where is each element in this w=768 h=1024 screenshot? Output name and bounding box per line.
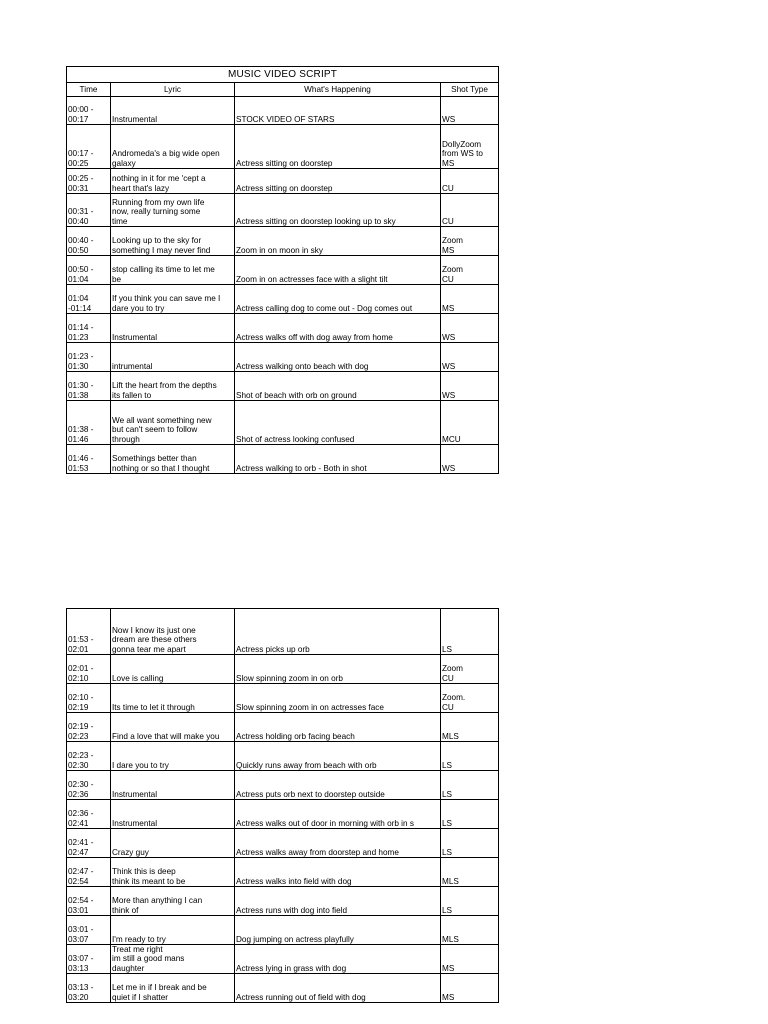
shot-cell: LS — [441, 829, 499, 858]
happening-cell: Actress walks out of door in morning with orb in s — [235, 800, 441, 829]
happening-cell: Actress lying in grass with dog — [235, 945, 441, 974]
lyric-cell: Andromeda's a big wide open galaxy — [111, 125, 235, 169]
table-row — [67, 256, 499, 285]
lyric-cell: Somethings better than nothing or so that I thought — [111, 445, 235, 474]
table-row — [67, 372, 499, 401]
lyric-cell: intrumental — [111, 343, 235, 372]
lyric-cell: stop calling its time to let me be — [111, 256, 235, 285]
shot-cell: Zoom CU — [441, 256, 499, 285]
lyric-cell: More than anything I can think of — [111, 887, 235, 916]
happening-cell: Actress sitting on doorstep — [235, 169, 441, 194]
table-row — [67, 125, 499, 169]
table-row — [67, 445, 499, 474]
table-row — [67, 858, 499, 887]
shot-cell: LS — [441, 609, 499, 655]
happening-cell: Slow spinning zoom in on actresses face — [235, 684, 441, 713]
shot-cell: Zoom MS — [441, 227, 499, 256]
time-cell: 02:19 - 02:23 — [67, 713, 111, 742]
table-row — [67, 314, 499, 343]
time-cell: 03:01 - 03:07 — [67, 916, 111, 945]
lyric-cell: Let me in if I break and be quiet if I shatter — [111, 974, 235, 1003]
happening-cell: Actress picks up orb — [235, 609, 441, 655]
happening-cell: Actress holding orb facing beach — [235, 713, 441, 742]
happening-cell: Actress sitting on doorstep looking up to sky — [235, 194, 441, 227]
lyric-cell: Lift the heart from the depths its fallen to — [111, 372, 235, 401]
happening-cell: Actress walks into field with dog — [235, 858, 441, 887]
lyric-cell: Now I know its just one dream are these others gonna tear me apart — [111, 609, 235, 655]
happening-cell: Slow spinning zoom in on orb — [235, 655, 441, 684]
table-row — [67, 800, 499, 829]
table-row — [67, 401, 499, 445]
happening-cell: Actress calling dog to come out - Dog comes out — [235, 285, 441, 314]
shot-cell: LS — [441, 742, 499, 771]
happening-cell: Actress walking to orb - Both in shot — [235, 445, 441, 474]
lyric-cell: Treat me right im still a good mans daughter — [111, 945, 235, 974]
shot-cell: LS — [441, 887, 499, 916]
shot-cell: MS — [441, 945, 499, 974]
table-row — [67, 194, 499, 227]
shot-cell: MLS — [441, 713, 499, 742]
happening-cell: Actress walking onto beach with dog — [235, 343, 441, 372]
shot-cell: WS — [441, 343, 499, 372]
happening-cell: Zoom in on actresses face with a slight tilt — [235, 256, 441, 285]
lyric-cell: Instrumental — [111, 771, 235, 800]
time-cell: 01:14 - 01:23 — [67, 314, 111, 343]
time-cell: 00:17 - 00:25 — [67, 125, 111, 169]
shot-cell: LS — [441, 771, 499, 800]
table-row — [67, 285, 499, 314]
shot-cell: CU — [441, 194, 499, 227]
lyric-cell: Crazy guy — [111, 829, 235, 858]
time-cell: 01:46 - 01:53 — [67, 445, 111, 474]
shot-cell: MLS — [441, 858, 499, 887]
happening-cell: STOCK VIDEO OF STARS — [235, 97, 441, 125]
lyric-cell: nothing in it for me 'cept a heart that's lazy — [111, 169, 235, 194]
lyric-cell: Its time to let it through — [111, 684, 235, 713]
happening-cell: Dog jumping on actress playfully — [235, 916, 441, 945]
script-table-1 — [66, 66, 499, 474]
table-row — [67, 169, 499, 194]
happening-cell: Shot of beach with orb on ground — [235, 372, 441, 401]
time-cell: 00:31 - 00:40 — [67, 194, 111, 227]
time-cell: 01:04 -01:14 — [67, 285, 111, 314]
time-cell: 00:50 - 01:04 — [67, 256, 111, 285]
table-row — [67, 887, 499, 916]
lyric-header: Lyric — [111, 83, 235, 97]
table-row — [67, 829, 499, 858]
time-cell: 02:36 - 02:41 — [67, 800, 111, 829]
lyric-cell: Running from my own life now, really turning some time — [111, 194, 235, 227]
script-table-2 — [66, 608, 499, 1003]
time-cell: 03:13 - 03:20 — [67, 974, 111, 1003]
happening-cell: Actress running out of field with dog — [235, 974, 441, 1003]
shot-cell: MCU — [441, 401, 499, 445]
happening-cell: Actress walks off with dog away from home — [235, 314, 441, 343]
happening-cell: Actress sitting on doorstep — [235, 125, 441, 169]
lyric-cell: Find a love that will make you — [111, 713, 235, 742]
lyric-cell: If you think you can save me I dare you to try — [111, 285, 235, 314]
time-cell: 02:30 - 02:36 — [67, 771, 111, 800]
shot-cell: CU — [441, 169, 499, 194]
happening-cell: Actress puts orb next to doorstep outside — [235, 771, 441, 800]
happening-cell: Actress runs with dog into field — [235, 887, 441, 916]
table-row — [67, 227, 499, 256]
table-row — [67, 609, 499, 655]
shot-cell: MLS — [441, 916, 499, 945]
time-cell: 02:10 - 02:19 — [67, 684, 111, 713]
shot-cell: MS — [441, 974, 499, 1003]
lyric-cell: Think this is deep think its meant to be — [111, 858, 235, 887]
time-cell: 00:25 - 00:31 — [67, 169, 111, 194]
shot-cell: LS — [441, 800, 499, 829]
header-row — [67, 83, 499, 97]
lyric-cell: Love is calling — [111, 655, 235, 684]
table-row — [67, 916, 499, 945]
shot-cell: MS — [441, 285, 499, 314]
time-cell: 03:07 - 03:13 — [67, 945, 111, 974]
shot-cell: WS — [441, 314, 499, 343]
shot-cell: WS — [441, 445, 499, 474]
time-cell: 02:41 - 02:47 — [67, 829, 111, 858]
time-cell: 00:40 - 00:50 — [67, 227, 111, 256]
time-cell: 02:01 - 02:10 — [67, 655, 111, 684]
shot-cell: Zoom CU — [441, 655, 499, 684]
table-row — [67, 974, 499, 1003]
table-2-body — [67, 609, 499, 1003]
lyric-cell: Instrumental — [111, 314, 235, 343]
time-header: Time — [67, 83, 111, 97]
happening-cell: Shot of actress looking confused — [235, 401, 441, 445]
time-cell: 02:54 - 03:01 — [67, 887, 111, 916]
time-cell: 00:00 - 00:17 — [67, 97, 111, 125]
table-1-body — [67, 97, 499, 474]
time-cell: 01:23 - 01:30 — [67, 343, 111, 372]
shot-cell: WS — [441, 97, 499, 125]
time-cell: 01:38 - 01:46 — [67, 401, 111, 445]
table-row — [67, 684, 499, 713]
table-row — [67, 771, 499, 800]
lyric-cell: Instrumental — [111, 97, 235, 125]
lyric-cell: We all want something new but can't seem to follow through — [111, 401, 235, 445]
lyric-cell: I'm ready to try — [111, 916, 235, 945]
table-row — [67, 655, 499, 684]
time-cell: 02:47 - 02:54 — [67, 858, 111, 887]
time-cell: 01:53 - 02:01 — [67, 609, 111, 655]
script-title: MUSIC VIDEO SCRIPT — [67, 67, 499, 83]
title-row — [67, 67, 499, 83]
happening-cell: Actress walks away from doorstep and home — [235, 829, 441, 858]
shot-cell: WS — [441, 372, 499, 401]
happening-cell: Zoom in on moon in sky — [235, 227, 441, 256]
table-row — [67, 742, 499, 771]
happening-cell: Quickly runs away from beach with orb — [235, 742, 441, 771]
table-row — [67, 343, 499, 372]
shot-cell: DollyZoom from WS to MS — [441, 125, 499, 169]
shot-cell: Zoom. CU — [441, 684, 499, 713]
time-cell: 02:23 - 02:30 — [67, 742, 111, 771]
table-row — [67, 97, 499, 125]
table-row — [67, 713, 499, 742]
happening-header: What's Happening — [235, 83, 441, 97]
lyric-cell: I dare you to try — [111, 742, 235, 771]
lyric-cell: Looking up to the sky for something I may never find — [111, 227, 235, 256]
lyric-cell: Instrumental — [111, 800, 235, 829]
shot-header: Shot Type — [441, 83, 499, 97]
time-cell: 01:30 - 01:38 — [67, 372, 111, 401]
table-row — [67, 945, 499, 974]
